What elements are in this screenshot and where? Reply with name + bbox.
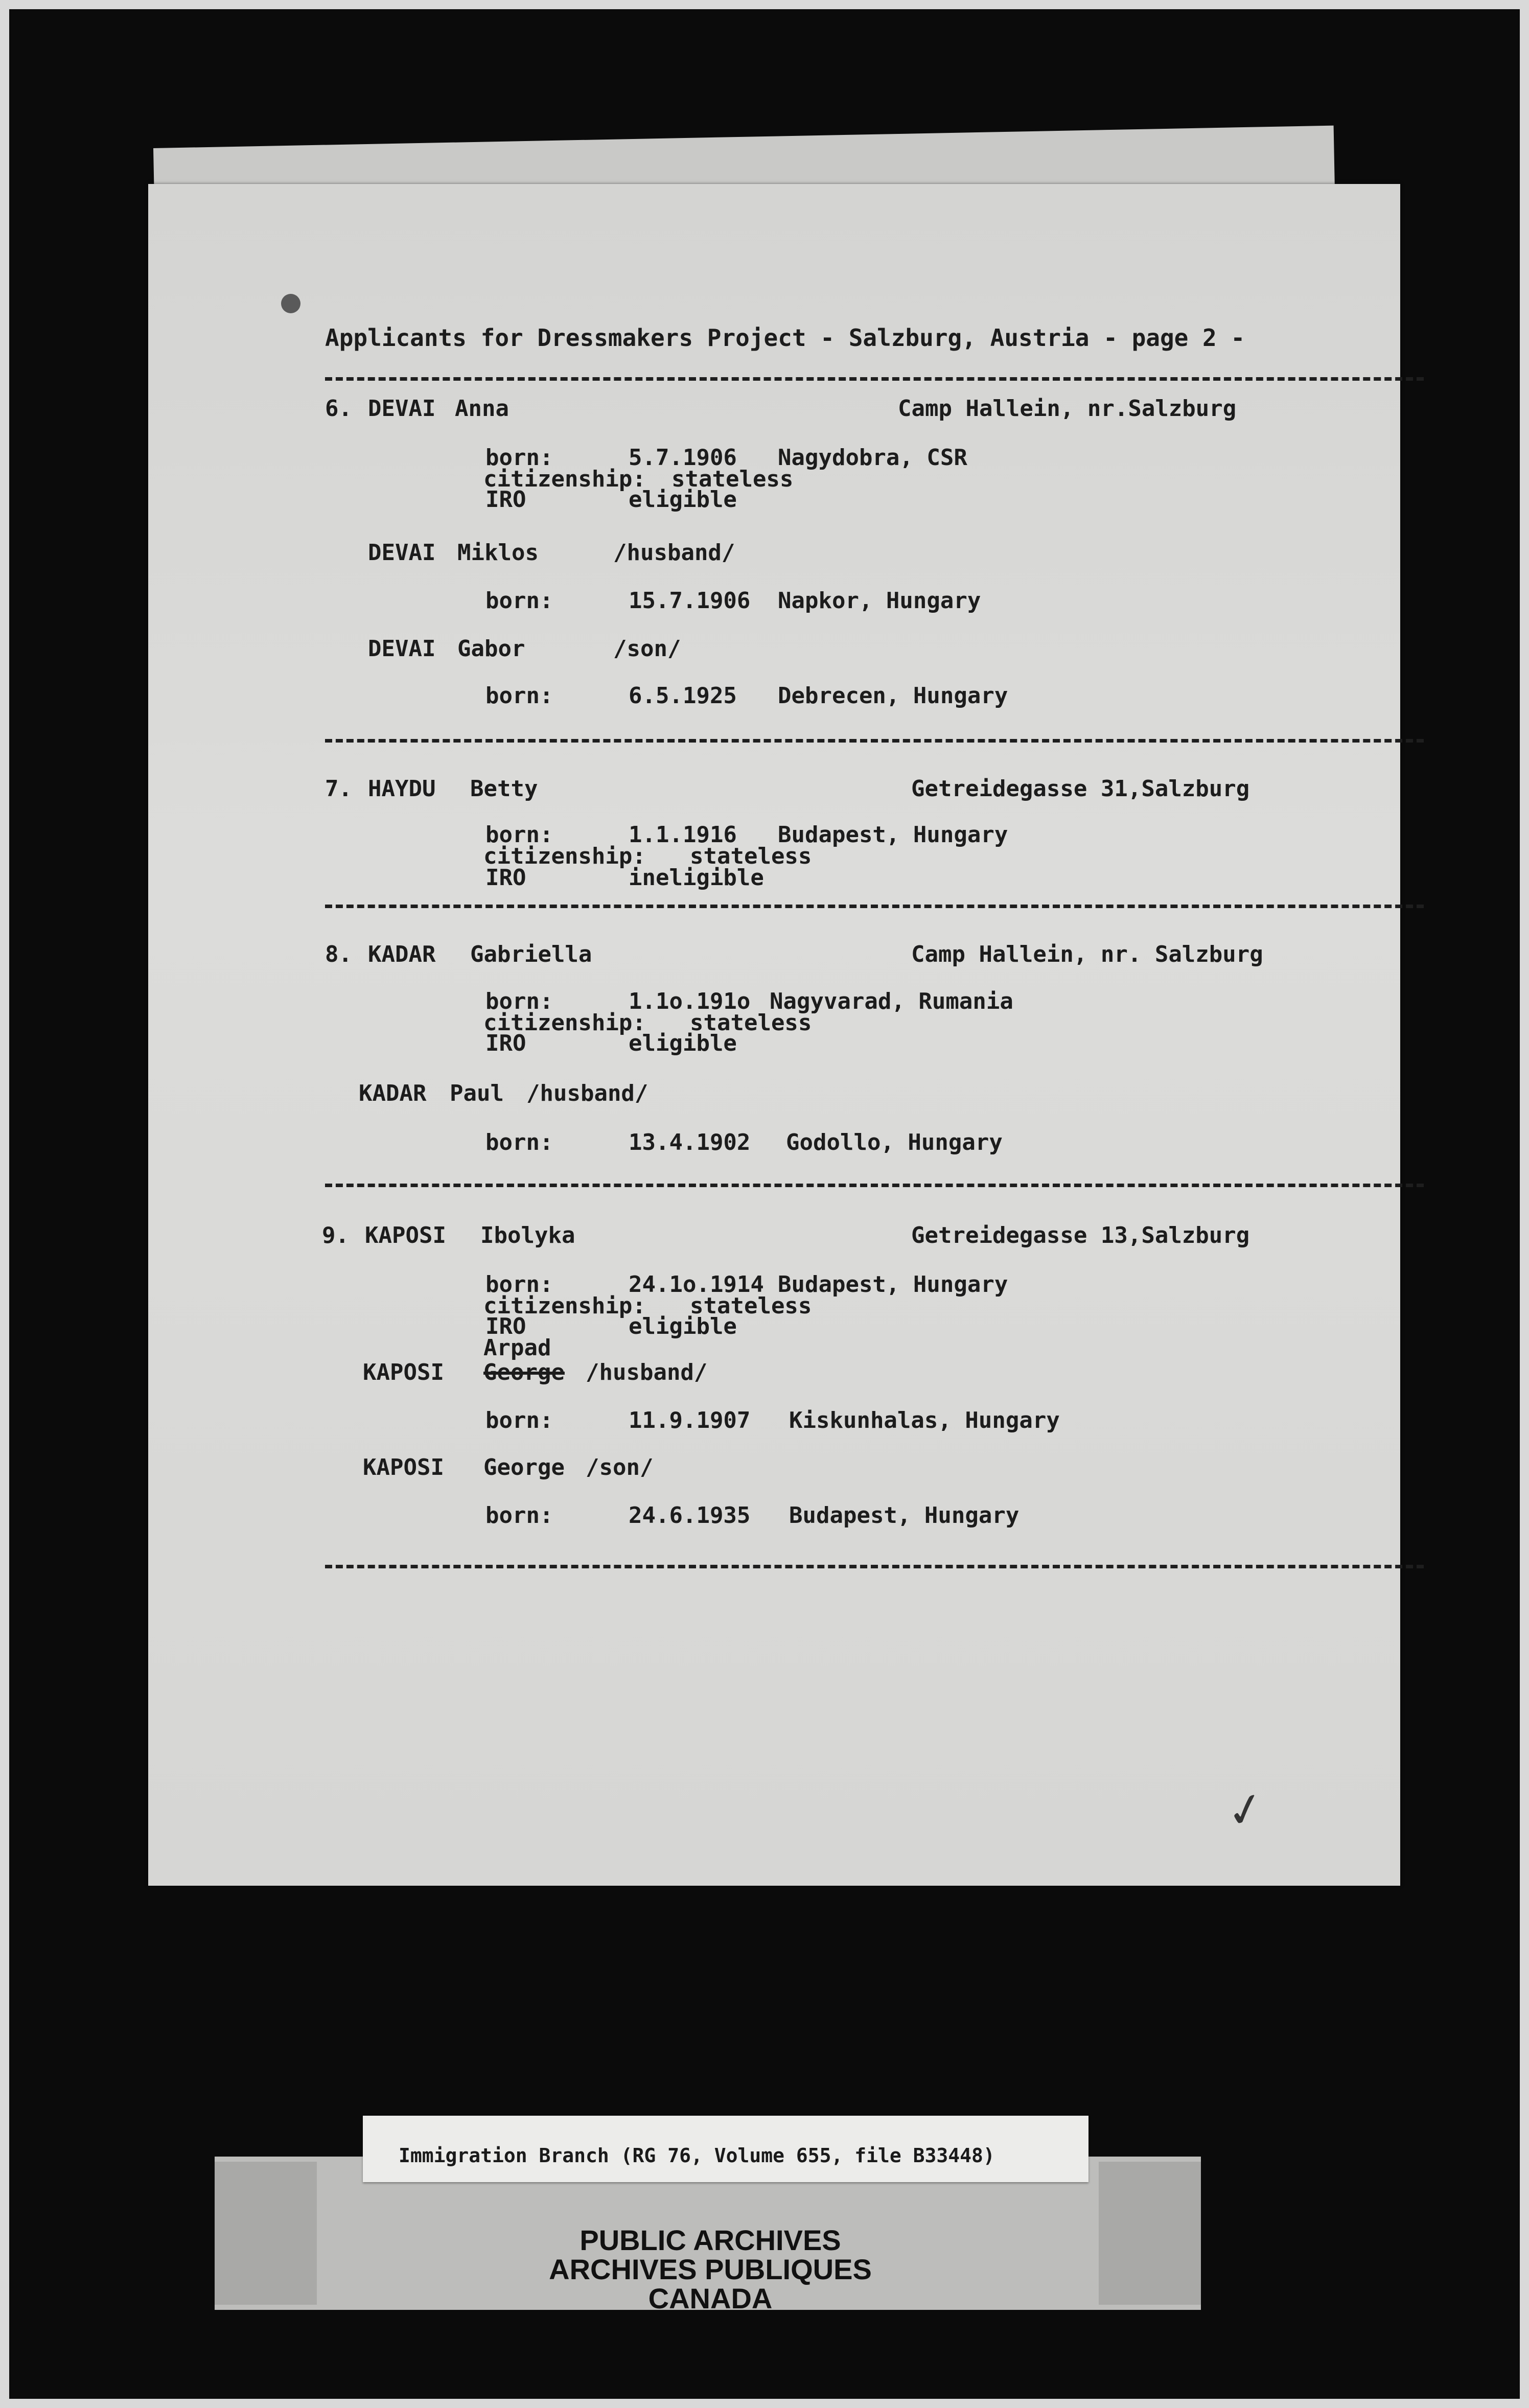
- born-label: born:: [485, 822, 553, 848]
- born-place: Budapest, Hungary: [778, 822, 1008, 848]
- entry-number: 9.: [322, 1222, 349, 1248]
- born-label: born:: [485, 683, 553, 709]
- entry-number: 6.: [325, 396, 352, 422]
- born-label: born:: [485, 1271, 553, 1298]
- stamp-line-2: ARCHIVES PUBLIQUES: [549, 2253, 872, 2286]
- born-place: Budapest, Hungary: [789, 1502, 1020, 1529]
- relative-given-name: George: [483, 1454, 565, 1480]
- divider: [325, 739, 1424, 743]
- born-place: Debrecen, Hungary: [778, 683, 1008, 709]
- entry-address: Camp Hallein, nr.Salzburg: [898, 396, 1237, 422]
- relative-given-name: Gabor: [457, 636, 525, 662]
- paper-clip-mark: [281, 294, 300, 313]
- relative-surname: KADAR: [359, 1080, 427, 1106]
- divider: [325, 1184, 1424, 1187]
- born-label: born:: [485, 588, 553, 614]
- relative-relation: /son/: [613, 636, 681, 662]
- born-label: born:: [485, 1407, 553, 1433]
- citizenship-label: citizenship:: [483, 843, 646, 869]
- iro-value: eligible: [629, 487, 737, 513]
- relative-surname: DEVAI: [368, 540, 436, 566]
- born-place: Budapest, Hungary: [778, 1271, 1008, 1298]
- relative-given-name: Miklos: [457, 540, 539, 566]
- relative-surname: KAPOSI: [363, 1359, 444, 1385]
- relative-relation: /husband/: [613, 540, 735, 566]
- born-date: 6.5.1925: [629, 683, 737, 709]
- mount-right: [1099, 2162, 1201, 2305]
- divider: [325, 1565, 1424, 1568]
- born-place: Kiskunhalas, Hungary: [789, 1407, 1060, 1433]
- archive-reference-label: [363, 2116, 1088, 2182]
- born-place: Napkor, Hungary: [778, 588, 981, 614]
- handwritten-correction: Arpad: [483, 1335, 551, 1361]
- entry-surname: DEVAI: [368, 396, 436, 422]
- relative-surname: KAPOSI: [363, 1454, 444, 1480]
- document-page: [148, 184, 1400, 1886]
- entry-surname: HAYDU: [368, 776, 436, 802]
- born-label: born:: [485, 988, 553, 1014]
- relative-surname: DEVAI: [368, 636, 436, 662]
- born-date: 5.7.1906: [629, 445, 737, 471]
- born-date: 11.9.1907: [629, 1407, 751, 1433]
- citizenship-label: citizenship:: [483, 1010, 646, 1036]
- document-header: Applicants for Dressmakers Project - Salzburg, Austria - page 2 -: [325, 324, 1245, 352]
- born-place: Nagyvarad, Rumania: [770, 988, 1013, 1014]
- iro-label: IRO: [485, 487, 526, 513]
- relative-relation: /husband/: [526, 1080, 648, 1106]
- divider: [325, 905, 1424, 908]
- born-date: 1.1.1916: [629, 822, 737, 848]
- entry-given-name: Anna: [455, 396, 509, 422]
- born-date: 13.4.1902: [629, 1129, 751, 1155]
- iro-value: ineligible: [629, 865, 764, 891]
- born-place: Nagydobra, CSR: [778, 445, 967, 471]
- entry-number: 8.: [325, 941, 352, 967]
- archives-stamp: [501, 2226, 920, 2313]
- stamp-line-3: CANADA: [648, 2282, 773, 2315]
- born-label: born:: [485, 1502, 553, 1529]
- entry-number: 7.: [325, 776, 352, 802]
- citizenship-label: citizenship:: [483, 1293, 646, 1319]
- born-date: 24.1o.1914: [629, 1271, 764, 1298]
- citizenship-value: stateless: [690, 843, 812, 869]
- relative-relation: /husband/: [586, 1359, 708, 1385]
- entry-address: Getreidegasse 31,Salzburg: [911, 776, 1250, 802]
- born-date: 24.6.1935: [629, 1502, 751, 1529]
- archive-reference-text: Immigration Branch (RG 76, Volume 655, file B33448): [399, 2144, 995, 2167]
- citizenship-label: citizenship:: [483, 466, 646, 492]
- relative-relation: /son/: [586, 1454, 654, 1480]
- checkmark-icon: ✓: [1221, 1780, 1270, 1841]
- iro-label: IRO: [485, 1030, 526, 1056]
- stamp-line-1: PUBLIC ARCHIVES: [580, 2224, 841, 2256]
- iro-value: eligible: [629, 1030, 737, 1056]
- entry-surname: KAPOSI: [365, 1222, 446, 1248]
- struck-given-name: George: [483, 1359, 565, 1385]
- entry-address: Getreidegasse 13,Salzburg: [911, 1222, 1250, 1248]
- born-date: 1.1o.191o: [629, 988, 751, 1014]
- born-date: 15.7.1906: [629, 588, 751, 614]
- relative-given-name: Paul: [450, 1080, 504, 1106]
- iro-value: eligible: [629, 1313, 737, 1339]
- divider: [325, 377, 1424, 381]
- born-place: Godollo, Hungary: [786, 1129, 1003, 1155]
- citizenship-value: stateless: [671, 466, 794, 492]
- mount-left: [215, 2162, 317, 2305]
- entry-surname: KADAR: [368, 941, 436, 967]
- entry-address: Camp Hallein, nr. Salzburg: [911, 941, 1263, 967]
- born-label: born:: [485, 1129, 553, 1155]
- citizenship-value: stateless: [690, 1010, 812, 1036]
- entry-given-name: Ibolyka: [480, 1222, 575, 1248]
- entry-given-name: Betty: [470, 776, 538, 802]
- citizenship-value: stateless: [690, 1293, 812, 1319]
- iro-label: IRO: [485, 865, 526, 891]
- born-label: born:: [485, 445, 553, 471]
- iro-label: IRO: [485, 1313, 526, 1339]
- entry-given-name: Gabriella: [470, 941, 592, 967]
